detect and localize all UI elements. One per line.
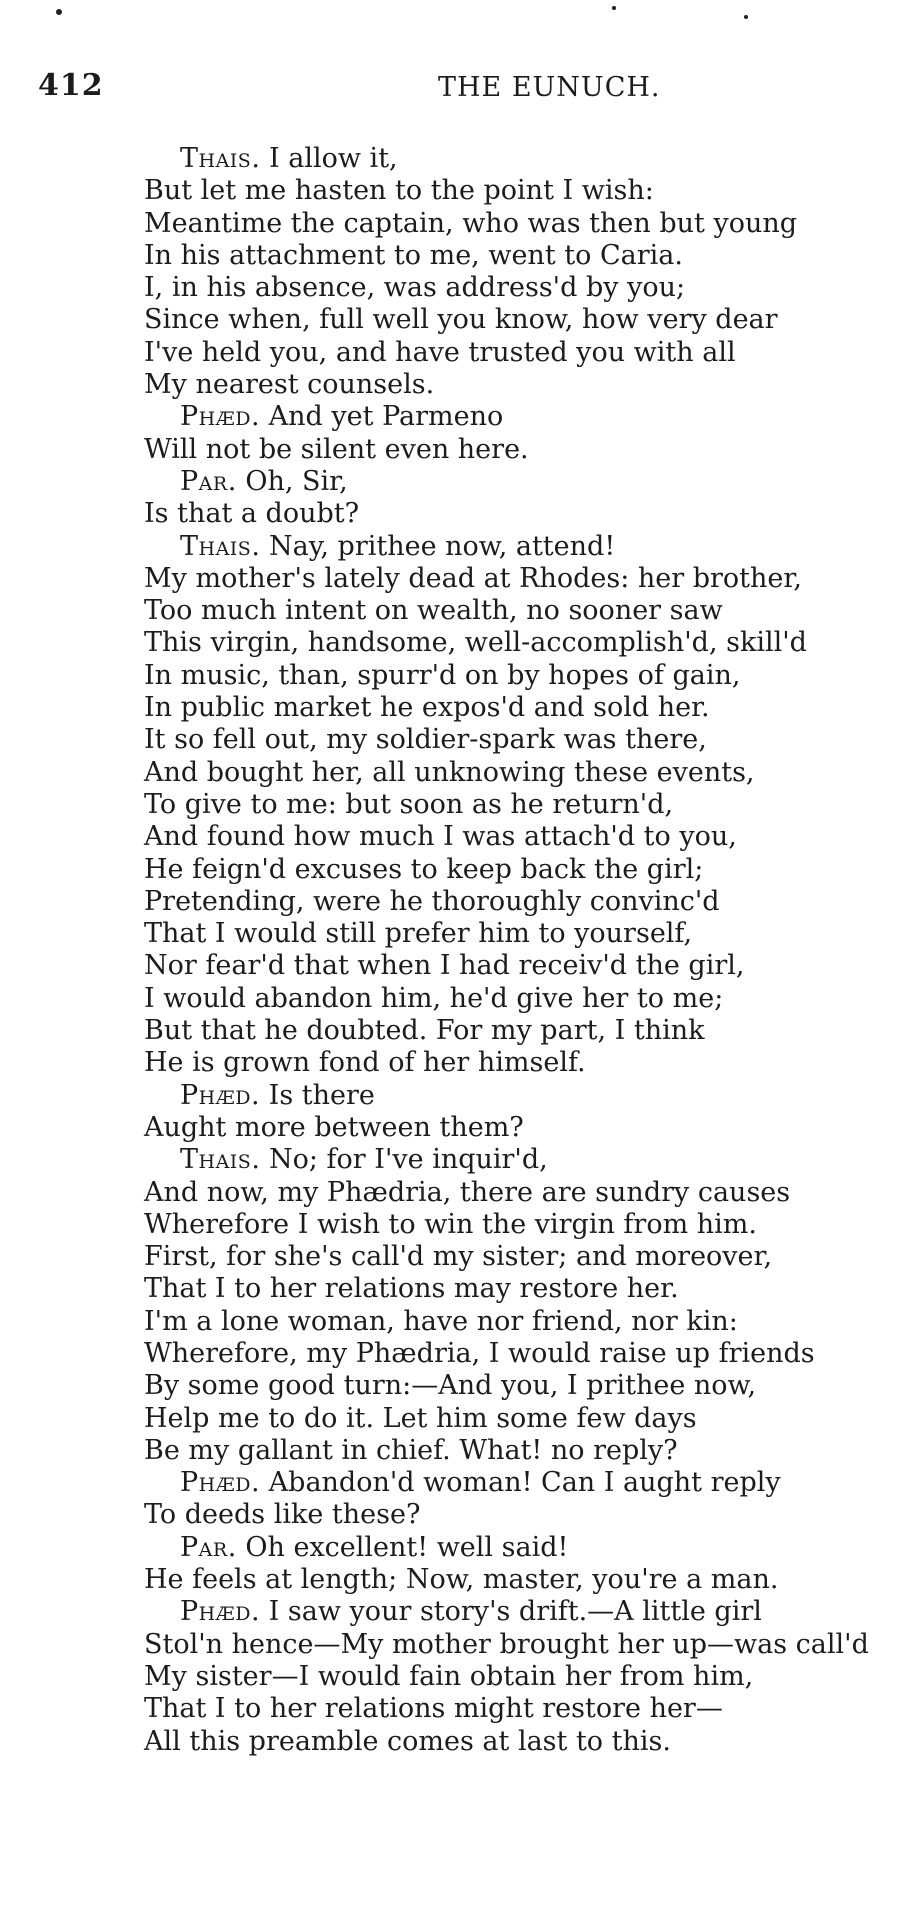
line-text: No; for I've inquir'd, bbox=[260, 1144, 548, 1176]
verse-line bbox=[144, 1467, 884, 1499]
line-text: Wherefore, my Phædria, I would raise up friends bbox=[144, 1337, 815, 1369]
ink-speck bbox=[56, 9, 62, 15]
verse-line bbox=[144, 337, 884, 369]
verse-line bbox=[144, 272, 884, 304]
verse-line bbox=[144, 401, 884, 433]
verse-line bbox=[144, 1209, 884, 1241]
verse-line bbox=[144, 918, 884, 950]
verse-line bbox=[144, 434, 884, 466]
line-text: Is there bbox=[260, 1079, 375, 1111]
verse-line bbox=[144, 854, 884, 886]
line-text: And yet Parmeno bbox=[260, 401, 504, 433]
verse-line bbox=[144, 563, 884, 595]
line-text: Aught more between them? bbox=[144, 1111, 524, 1143]
line-text: Stol'n hence—My mother brought her up—was call'd bbox=[144, 1628, 869, 1660]
verse-line bbox=[144, 1177, 884, 1209]
line-text: I've held you, and have trusted you with all bbox=[144, 336, 736, 368]
line-text: I would abandon him, he'd give her to me; bbox=[144, 982, 724, 1014]
speaker-name: Thais. bbox=[180, 1144, 261, 1176]
verse-line bbox=[144, 1532, 884, 1564]
line-text: He feels at length; Now, master, you're a man. bbox=[144, 1564, 779, 1596]
line-text: I allow it, bbox=[260, 143, 398, 174]
line-text: Help me to do it. Let him some few days bbox=[144, 1402, 697, 1434]
line-text: Oh excellent! well said! bbox=[236, 1531, 569, 1563]
verse-line bbox=[144, 950, 884, 982]
line-text: Abandon'd woman! Can I aught reply bbox=[260, 1467, 781, 1499]
verse-line bbox=[144, 1338, 884, 1370]
line-text: First, for she's call'd my sister; and moreover, bbox=[144, 1241, 773, 1273]
line-text: My sister—I would fain obtain her from him, bbox=[144, 1660, 754, 1692]
ink-speck bbox=[612, 6, 616, 10]
verse-line bbox=[144, 1726, 884, 1758]
line-text: That I to her relations might restore her— bbox=[144, 1693, 723, 1725]
verse-line bbox=[144, 595, 884, 627]
line-text: By some good turn:—And you, I prithee now, bbox=[144, 1370, 757, 1402]
line-text: I saw your story's drift.—A little girl bbox=[260, 1596, 762, 1628]
line-text: My mother's lately dead at Rhodes: her brother, bbox=[144, 562, 802, 594]
line-text: Be my gallant in chief. What! no reply? bbox=[144, 1434, 678, 1466]
verse-line bbox=[144, 1080, 884, 1112]
verse-line bbox=[144, 1629, 884, 1661]
line-text: To deeds like these? bbox=[144, 1499, 421, 1531]
verse-line bbox=[144, 1564, 884, 1596]
verse-line bbox=[144, 369, 884, 401]
line-text: He is grown fond of her himself. bbox=[144, 1047, 586, 1079]
verse-line bbox=[144, 1241, 884, 1273]
speaker-name: Thais. bbox=[180, 143, 261, 174]
verse-line bbox=[144, 1661, 884, 1693]
line-text: Oh, Sir, bbox=[236, 465, 348, 497]
line-text: My nearest counsels. bbox=[144, 369, 435, 401]
verse-line bbox=[144, 1306, 884, 1338]
line-text: I'm a lone woman, have nor friend, nor kin: bbox=[144, 1305, 738, 1337]
line-text: But let me hasten to the point I wish: bbox=[144, 175, 654, 207]
verse-line bbox=[144, 1047, 884, 1079]
line-text: And bought her, all unknowing these events, bbox=[144, 756, 755, 788]
verse-line bbox=[144, 789, 884, 821]
line-text: Meantime the captain, who was then but young bbox=[144, 207, 798, 239]
line-text: Too much intent on wealth, no sooner saw bbox=[144, 595, 723, 627]
verse-line bbox=[144, 660, 884, 692]
verse-line bbox=[144, 531, 884, 563]
verse-line bbox=[144, 304, 884, 336]
line-text: But that he doubted. For my part, I think bbox=[144, 1015, 705, 1047]
speaker-name: Phæd. bbox=[180, 1079, 261, 1111]
line-text: Since when, full well you know, how very dear bbox=[144, 304, 778, 336]
line-text: This virgin, handsome, well-accomplish'd, skill'd bbox=[144, 627, 807, 659]
verse-line bbox=[144, 724, 884, 756]
verse-line bbox=[144, 692, 884, 724]
line-text: And found how much I was attach'd to you, bbox=[144, 821, 737, 853]
verse-line bbox=[144, 1499, 884, 1531]
line-text: He feign'd excuses to keep back the girl; bbox=[144, 853, 704, 885]
verse-line bbox=[144, 1015, 884, 1047]
verse-line bbox=[144, 821, 884, 853]
ink-speck bbox=[744, 15, 748, 19]
verse-line bbox=[144, 498, 884, 530]
line-text: That I would still prefer him to yourself, bbox=[144, 918, 693, 950]
verse-line bbox=[144, 1435, 884, 1467]
line-text: Is that a doubt? bbox=[144, 498, 360, 530]
verse-line bbox=[144, 1112, 884, 1144]
line-text: And now, my Phædria, there are sundry causes bbox=[144, 1176, 791, 1208]
speaker-name: Par. bbox=[180, 465, 237, 497]
speaker-name: Phæd. bbox=[180, 1467, 261, 1499]
page-number: 412 bbox=[38, 68, 104, 103]
line-text: It so fell out, my soldier-spark was there, bbox=[144, 724, 707, 756]
line-text: In his attachment to me, went to Caria. bbox=[144, 239, 683, 271]
verse-line bbox=[144, 1144, 884, 1176]
verse-line bbox=[144, 1403, 884, 1435]
verse-line bbox=[144, 1273, 884, 1305]
running-title: THE EUNUCH. bbox=[438, 72, 661, 103]
line-text: To give to me: but soon as he return'd, bbox=[144, 788, 674, 820]
speaker-name: Phæd. bbox=[180, 1596, 261, 1628]
verse-line bbox=[144, 1693, 884, 1725]
line-text: Nay, prithee now, attend! bbox=[260, 530, 616, 562]
verse-line bbox=[144, 1596, 884, 1628]
speaker-name: Phæd. bbox=[180, 401, 261, 433]
line-text: All this preamble comes at last to this. bbox=[144, 1725, 671, 1757]
verse-line bbox=[144, 757, 884, 789]
verse-line bbox=[144, 143, 884, 175]
line-text: Nor fear'd that when I had receiv'd the girl, bbox=[144, 950, 745, 982]
verse-line bbox=[144, 240, 884, 272]
speaker-name: Thais. bbox=[180, 530, 261, 562]
line-text: I, in his absence, was address'd by you; bbox=[144, 272, 686, 304]
line-text: Pretending, were he thoroughly convinc'd bbox=[144, 885, 720, 917]
verse-line bbox=[144, 466, 884, 498]
verse-line bbox=[144, 208, 884, 240]
line-text: In public market he expos'd and sold her. bbox=[144, 692, 710, 724]
verse-line bbox=[144, 1370, 884, 1402]
dialogue-text bbox=[144, 143, 884, 1758]
verse-line bbox=[144, 983, 884, 1015]
line-text: That I to her relations may restore her. bbox=[144, 1273, 679, 1305]
line-text: In music, than, spurr'd on by hopes of gain, bbox=[144, 659, 741, 691]
line-text: Will not be silent even here. bbox=[144, 433, 529, 465]
speaker-name: Par. bbox=[180, 1531, 237, 1563]
verse-line bbox=[144, 627, 884, 659]
verse-line bbox=[144, 175, 884, 207]
line-text: Wherefore I wish to win the virgin from him. bbox=[144, 1208, 757, 1240]
verse-line bbox=[144, 886, 884, 918]
